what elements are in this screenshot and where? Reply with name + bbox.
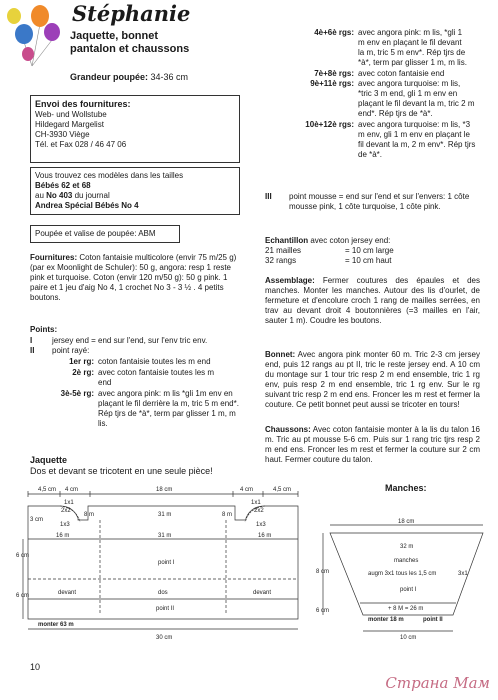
jaquette-section: Jaquette Dos et devant se tricotent en une seule pièce! [30, 455, 213, 476]
dim-label: 18 cm [398, 519, 415, 525]
pattern-name: Stéphanie [72, 1, 191, 26]
point-mousse: III point mousse = end sur l'end et sur l'envers: 1 côte mousse pink, 1 côte turquoise, 1 côte pink. [265, 192, 470, 211]
dim-label: 4 cm [240, 487, 254, 493]
dim-label: 18 cm [156, 487, 173, 493]
point-label: point I [400, 587, 417, 593]
stitch-label: 32 m [400, 544, 414, 550]
fournitures: Fournitures: Coton fantaisie multicolore (envir 75 m/25 g) (par ex Moonlight de Schuler): 50 g, angora: resp 1 reste pink et turquoise. Coton (envir 120 m/50 g): 50 g pink. 1 paire et 1 jeu d'aig No 4, 1 crochet No 3 - 3 ½ . 4 petits boutons. [30, 253, 237, 302]
assemblage: Assemblage: Fermer coutures des épaules et des manches. Monter les manches. Autour des lis d'ourlet, de fermeture et d'encolure croch 1 rang de mailles serrées, en trav au devant droit 4 boutonnières (=3 mailles en l'air, sauter 1 m). Coudre les boutons. [265, 276, 480, 325]
increase-label: augm 3x1 tous les 1,5 cm [368, 571, 437, 577]
dim-label: 6 cm [16, 593, 30, 599]
point-label: point II [156, 606, 175, 612]
watermark: Страна Мам [385, 674, 490, 692]
dim-label: 6 cm [16, 553, 30, 559]
page-number: 10 [30, 662, 41, 672]
bonnet: Bonnet: Avec angora pink monter 60 m. Tric 2-3 cm jersey end, puis 12 rangs au pt II, tric le reste jersey end. A 10 cm du montage sur 1 tour tric resp 2 m end ensemble, tric 1 rg env, puis resp 2 m end ensemble, tric 1 rg env. Sur le rg suivant tric resp 2 m end ens. Froncer les m rest et fermer la couture. Ce petit bonnet peut aussi se tricoter en tours! [265, 350, 480, 409]
section-label: devant [58, 590, 77, 596]
dim-label: 4,5 cm [38, 487, 57, 493]
stitch-label: 31 m [158, 533, 172, 539]
point-label: point II [423, 617, 443, 623]
neck-label: 1x1 [64, 500, 74, 506]
manches-heading: Manches: [385, 483, 427, 493]
dim-label: 4,5 cm [273, 487, 292, 493]
cast-on-label: monter 18 m [368, 617, 404, 623]
dim-label: 30 cm [156, 635, 173, 641]
dim-label: 6 cm [316, 608, 330, 614]
balloons-decoration [2, 2, 68, 70]
stitch-label: + 8 M = 26 m [388, 606, 424, 612]
stitch-label: 16 m [56, 533, 70, 539]
pattern-title: Jaquette, bonnet pantalon et chaussons [70, 30, 190, 55]
stitch-label: 8 m [222, 512, 233, 518]
doll-box: Poupée et valise de poupée: ABM [30, 225, 180, 243]
manches-diagram [318, 515, 488, 645]
point-label: point I [158, 560, 175, 566]
cast-on-label: monter 63 m [38, 622, 74, 628]
neck-label: 1x3 [256, 522, 266, 528]
doll-size: Grandeur poupée: 34-36 cm [70, 72, 189, 82]
neck-label: 1x1 [251, 500, 261, 506]
neck-label: 1x3 [60, 522, 70, 528]
echantillon: Echantillon avec coton jersey end: 21 mailles = 10 cm large 32 rangs = 10 cm haut [265, 236, 394, 265]
jaquette-diagram [18, 484, 308, 649]
right-rows: 4è+6è rgs: avec angora pink: m lis, *gli 1 m env en plaçant le fil devant la m, tric 5 m env*. Rép tjrs de *à*, term par glisser 1 m, m lis. 7è+8è rgs: avec coton fantaisie end 9è+11è rgs: avec angora turquoise: m lis, *tric 3 m end, gli 1 m env en plaçant le fil devant la m, tric 2 m end*. Rép tjrs de *à*. 10è+12è rgs: avec angora turquoise: m lis, *3 m env, gli 1 m env en plaçant le fil devant la m, 2 m env*. Rép tjrs de *à*. [305, 28, 476, 159]
chaussons: Chaussons: Avec coton fantaisie monter à la lis du talon 16 m. Tric au pt mousse 5-6 cm. Puis sur 1 rang tric tjrs resp 2 m end ens. Froncer les m rest et fermer la couture sur 2 cm haut. Fermer couture du talon. [265, 425, 480, 464]
supplies-box: Envoi des fournitures: Web- und Wollstube Hildegard Margelist CH-3930 Viège Tél. et Fax 028 / 46 47 06 [30, 95, 240, 163]
neck-label: 2x2 [61, 508, 71, 514]
increase-label: 3x1 [458, 571, 468, 577]
points-section: Points: I jersey end = end sur l'end, sur l'env tric env. II point rayé: 1er rg: coton fantaisie toutes les m end 2è rg: avec coton fantaisie toutes les m end 3è-5è rg: avec angora pink: m lis *gli 1m env en plaçant le fil derrière la m, tric 5 m end*. Rép tjrs de *à*, term par glisser 1 m, m lis. [30, 325, 239, 428]
stitch-label: 31 m [158, 512, 172, 518]
section-label: manches [394, 558, 419, 564]
dim-label: 3 cm [30, 517, 44, 523]
dim-label: 4 cm [65, 487, 79, 493]
section-label: dos [158, 590, 168, 596]
section-label: devant [253, 590, 272, 596]
dim-label: 10 cm [400, 635, 417, 641]
models-box: Vous trouvez ces modèles dans les tailles Bébés 62 et 68 au No 403 du journal Andrea Spécial Bébés No 4 [30, 167, 240, 215]
stitch-label: 8 m [84, 512, 95, 518]
neck-label: 2x2 [254, 508, 264, 514]
stitch-label: 16 m [258, 533, 272, 539]
dim-label: 8 cm [316, 569, 330, 575]
